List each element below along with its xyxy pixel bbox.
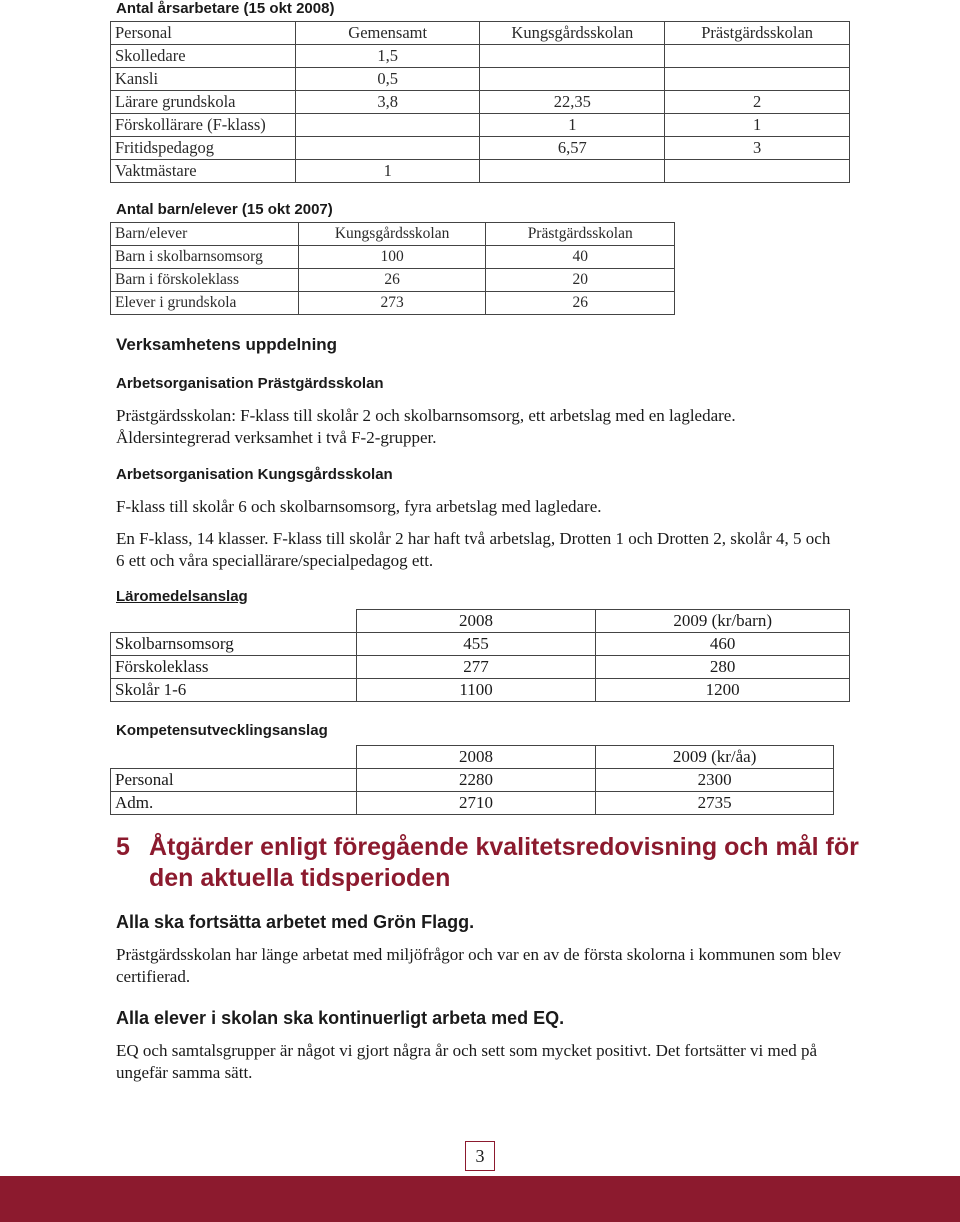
table-cell: 26 [486,292,675,315]
table-cell [295,114,480,137]
table-cell: Förskollärare (F-klass) [111,114,296,137]
table-header-cell: 2009 (kr/åa) [596,746,834,769]
table-cell: 1200 [596,679,850,702]
table-cell: 2 [665,91,850,114]
table-header-cell: Prästgärdsskolan [665,22,850,45]
table-header-row [111,610,850,633]
goal-1-heading: Alla ska fortsätta arbetet med Grön Flagg. [116,912,475,932]
prast-org-text: Prästgärdsskolan: F-klass till skolår 2 och skolbarnsomsorg, ett arbetslag med en lagledare. Åldersintegrerad verksamhet i två F-2-grupper. [116,406,736,447]
table-cell: 26 [298,269,486,292]
table-cell [665,68,850,91]
table-cell: Fritidspedagog [111,137,296,160]
competence-table [110,745,834,815]
table-cell: 277 [356,656,596,679]
table-cell: 40 [486,246,675,269]
table-row [111,769,834,792]
section-number: 5 [116,833,130,861]
division-heading: Verksamhetens uppdelning [116,335,338,354]
table-cell: 20 [486,269,675,292]
table-cell: 0,5 [295,68,480,91]
table-cell [480,45,665,68]
table-row [111,633,850,656]
table-cell: Förskoleklass [111,656,357,679]
kungs-org-text-1: F-klass till skolår 6 och skolbarnsomsorg, fyra arbetslag med lagledare. [116,497,602,516]
table-header-cell [111,746,357,769]
table-cell: 1 [295,160,480,183]
kungs-org-heading: Arbetsorganisation Kungsgårdsskolan [116,466,393,483]
table-cell [480,68,665,91]
table-cell: Barn i förskoleklass [111,269,299,292]
table-cell: 22,35 [480,91,665,114]
table-header-row [111,22,850,45]
table-row [111,160,850,183]
table-header-cell: Personal [111,22,296,45]
table-cell: 2735 [596,792,834,815]
table-cell [665,160,850,183]
section-title: Åtgärder enligt föregående kvalitetsredovisning och mål för den aktuella tidsperioden [149,833,859,892]
table-cell: 1100 [356,679,596,702]
table-cell: 2300 [596,769,834,792]
table-cell: 6,57 [480,137,665,160]
table-cell: Lärare grundskola [111,91,296,114]
table-row [111,137,850,160]
table-header-cell: Kungsgårdsskolan [480,22,665,45]
table-row [111,91,850,114]
table-header-cell: Gemensamt [295,22,480,45]
table-row [111,246,675,269]
prast-org-heading: Arbetsorganisation Prästgärdsskolan [116,375,384,392]
pupils-table [110,222,675,315]
table-cell: 273 [298,292,486,315]
table-cell: Personal [111,769,357,792]
table-cell [480,160,665,183]
table-cell: Skolbarnsomsorg [111,633,357,656]
table-header-cell: 2008 [356,746,596,769]
table-row [111,114,850,137]
competence-heading: Kompetensutvecklingsanslag [116,722,328,739]
table-header-cell: 2009 (kr/barn) [596,610,850,633]
table-header-row [111,223,675,246]
table-cell: 460 [596,633,850,656]
table-row [111,292,675,315]
table-row [111,656,850,679]
table-cell: 1 [665,114,850,137]
table-row [111,45,850,68]
table-cell: 1 [480,114,665,137]
table-cell: Elever i grundskola [111,292,299,315]
table-cell: 100 [298,246,486,269]
table-cell: 2710 [356,792,596,815]
table-row [111,679,850,702]
table-header-cell: Prästgärdsskolan [486,223,675,246]
table-cell: 1,5 [295,45,480,68]
table-header-cell [111,610,357,633]
table-cell: 2280 [356,769,596,792]
table-header-cell: Barn/elever [111,223,299,246]
table-header-cell: 2008 [356,610,596,633]
materials-table [110,609,850,702]
table-cell: 3 [665,137,850,160]
table-header-row [111,746,834,769]
table-cell: 455 [356,633,596,656]
goal-2-text: EQ och samtalsgrupper är något vi gjort några år och sett som mycket positivt. Det fortsätter vi med på ungefär samma sätt. [116,1041,818,1082]
table-header-cell: Kungsgårdsskolan [298,223,486,246]
pupils-heading: Antal barn/elever (15 okt 2007) [116,201,333,218]
table-row [111,792,834,815]
table-row [111,269,675,292]
footer-bar [0,1176,960,1222]
goal-2-heading: Alla elever i skolan ska kontinuerligt arbeta med EQ. [116,1008,565,1028]
table-cell [665,45,850,68]
staff-heading: Antal årsarbetare (15 okt 2008) [116,0,335,17]
table-cell: Skolår 1-6 [111,679,357,702]
table-cell: 280 [596,656,850,679]
table-cell: Adm. [111,792,357,815]
table-cell: Skolledare [111,45,296,68]
table-row [111,68,850,91]
table-cell: Vaktmästare [111,160,296,183]
table-cell [295,137,480,160]
table-cell: 3,8 [295,91,480,114]
materials-heading: Läromedelsanslag [116,588,248,605]
kungs-org-text-2: En F-klass, 14 klasser. F-klass till skolår 2 har haft två arbetslag, Drotten 1 och Drotten 2, skolår 4, 5 och 6 ett och våra speciallärare/specialpedagog ett. [116,529,831,570]
table-cell: Barn i skolbarnsomsorg [111,246,299,269]
table-cell: Kansli [111,68,296,91]
staff-table [110,21,850,183]
goal-1-text: Prästgärdsskolan har länge arbetat med miljöfrågor och var en av de första skolorna i kommunen som blev certifierad. [116,945,842,986]
page-number: 3 [465,1141,495,1171]
